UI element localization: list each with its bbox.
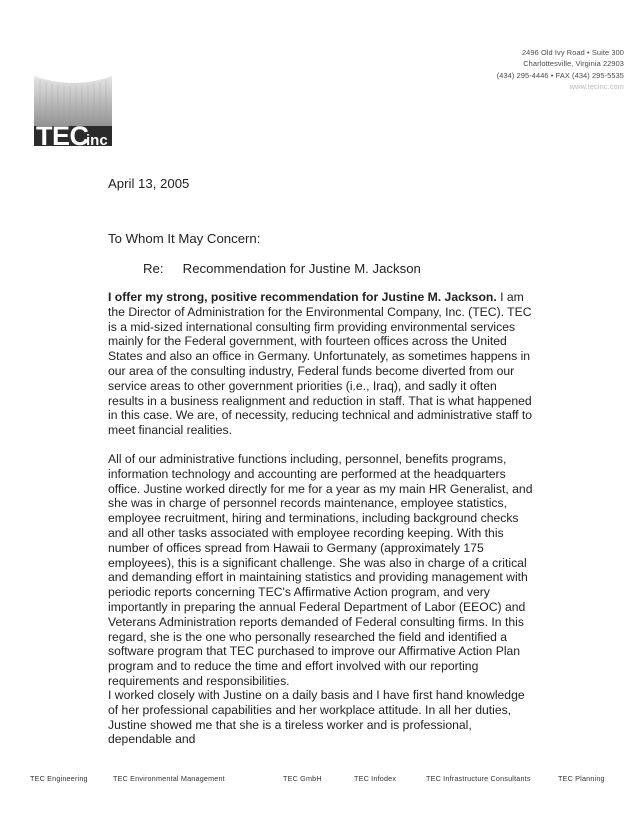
footer-divisions xyxy=(30,774,620,786)
footer-item: TEC Planning xyxy=(558,774,605,783)
letter-salutation: To Whom It May Concern: xyxy=(108,231,261,246)
footer-item: TEC Engineering xyxy=(30,774,88,783)
footer-item: TEC Infrastructure Consultants xyxy=(426,774,531,783)
subject-label: Re: xyxy=(143,261,164,276)
paragraph-2: All of our administrative functions including, personnel, benefits programs, information technology and accounting are performed at the headquarters office. Justine worked directly for me for a year as my main HR Generalist, and she was in charge of personnel records maintenance, employee statistics, employee recruitment, hiring and terminations, including background checks and all other tasks associated with employee recording keeping. With this number of offices spread from Hawaii to Germany (approximately 175 employees), this is a significant challenge. She was also in charge of a critical and demanding effort in maintaining statistics and providing management with periodic reports concerning TEC's Affirmative Action program, and very importantly in preparing the annual Federal Department of Labor (EEOC) and Veterans Administration reports demanded of Federal consulting firms. In this regard, she is the one who personally researched the field and identified a software program that TEC purchased to improve our Affirmative Action Plan program and to reduce the time and effort involved with our reporting requirements and responsibilities. xyxy=(108,452,533,688)
letter-date: April 13, 2005 xyxy=(108,176,190,191)
logo-text-sub: inc xyxy=(86,132,108,146)
subject-text: Recommendation for Justine M. Jackson xyxy=(182,261,421,276)
subject-line xyxy=(143,261,421,276)
letterhead-address xyxy=(344,47,624,92)
paragraph-3: I worked closely with Justine on a daily basis and I have first hand knowledge of her professional capabilities and her workplace attitude. In all her duties, Justine showed me that she is a tireless worker and is professional, dependable and xyxy=(108,688,525,747)
address-line-website: www.tecinc.com xyxy=(569,81,624,91)
address-line-street: 2496 Old Ivy Road • Suite 300 xyxy=(521,48,624,57)
tec-inc-logo-icon xyxy=(34,76,112,146)
address-line-phone: (434) 295-4446 • FAX (434) 295-5535 xyxy=(496,70,624,80)
paragraph-1 xyxy=(108,290,536,438)
footer-item: TEC GmbH xyxy=(283,774,322,783)
address-line-city: Charlottesville, Virginia 22903 xyxy=(523,59,624,69)
paragraph-1-lead: I offer my strong, positive recommendation for Justine M. Jackson. xyxy=(108,290,497,304)
paragraph-1-body: I am the Director of Administration for the Environmental Company, Inc. (TEC). TEC is a mid-sized international consulting firm providing environmental services mainly for the Federal government, with fourteen offices across the United States and also an office in Germany. Unfortunately, as sometimes happens in our area of the consulting industry, Federal funds become diverted from our service areas to other government priorities (i.e., Iraq), and sadly it often results in a business realignment and reduction in staff. That is what happened in this case. We are, of necessity, reducing technical and administrative staff to meet financial realities. xyxy=(108,290,533,438)
footer-item: TEC Infodex xyxy=(354,774,397,783)
footer-item: TEC Environmental Management xyxy=(113,774,225,783)
logo-text-main: TEC xyxy=(36,121,89,146)
